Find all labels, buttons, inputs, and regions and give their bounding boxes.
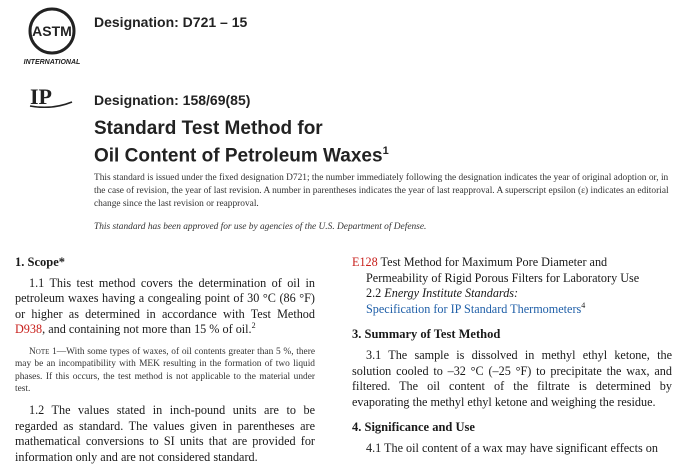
section-3-heading: 3. Summary of Test Method bbox=[352, 327, 501, 342]
paragraph-3-1: 3.1 The sample is dissolved in methyl ethyl ketone, the solution cooled to –32 °C (–25 °F) to precipitate the wax, and filtered. The oil content of the filtrate is determined by evaporating the methyl ethyl ketone and weighing the residue. bbox=[352, 347, 672, 409]
link-e128[interactable]: E128 bbox=[352, 255, 378, 269]
title-footnote: 1 bbox=[382, 145, 389, 157]
designation-astm: Designation: D721 – 15 bbox=[94, 14, 248, 30]
svg-text:ASTM: ASTM bbox=[32, 23, 72, 39]
title-line-2: Oil Content of Petroleum Waxes$^1$ bbox=[94, 145, 389, 167]
link-ip-thermometers[interactable]: Specification for IP Standard Thermometers bbox=[366, 301, 582, 316]
left-column bbox=[15, 255, 315, 466]
reference-ip-thermometers bbox=[352, 302, 672, 318]
footnote-2: 2 bbox=[251, 321, 256, 331]
paragraph-1-2: 1.2 The values stated in inch-pound units are to be regarded as standard. The values given in parentheses are mathematical conversions to SI units that are provided for information only and are not considered standard. bbox=[15, 403, 315, 464]
reference-e128: E128 Test Method for Maximum Pore Diameter and Permeability of Rigid Porous Filters for Laboratory Use bbox=[352, 255, 640, 285]
note-1: Note 1—With some types of waxes, of oil contents greater than 5 %, there may be an incompatibility with MEK resulting in the formation of two liquid phases. If this occurs, the test method is not applicable to the material under test. bbox=[15, 346, 315, 394]
section-4-heading: 4. Significance and Use bbox=[352, 420, 475, 435]
paragraph-1-1: 1.1 This test method covers the determination of oil in petroleum waxes having a congealing point of 30 °C (86 °F) or higher as determined in accordance with Test Method D938, and containing not more than 15 % of oil.$^2$ bbox=[15, 275, 315, 337]
link-d938[interactable]: D938 bbox=[15, 322, 43, 337]
paragraph-2-2: 2.2 Energy Institute Standards: bbox=[366, 286, 519, 301]
title-line-1: Standard Test Method for bbox=[94, 118, 323, 139]
astm-logo bbox=[22, 6, 82, 66]
section-1-heading: 1. Scope* bbox=[15, 255, 65, 269]
issuance-notice: This standard is issued under the fixed designation D721; the number immediately following the designation indicates the year of original adoption or, in the case of revision, the year of last revision. A number in parentheses indicates the year of last reapproval. A superscript epsilon (ε) indicates an editorial change since the last revision or reapproval. bbox=[94, 173, 669, 209]
footnote-4: 4 bbox=[581, 300, 586, 310]
right-column bbox=[352, 255, 672, 457]
designation-ip: Designation: 158/69(85) bbox=[94, 92, 251, 108]
svg-text:INTERNATIONAL: INTERNATIONAL bbox=[23, 59, 81, 66]
approval-note: This standard has been approved for use by agencies of the U.S. Department of Defense. bbox=[94, 222, 427, 232]
svg-text:IP: IP bbox=[30, 84, 52, 108]
ip-logo bbox=[28, 84, 74, 108]
document-title bbox=[94, 118, 389, 167]
paragraph-4-1: 4.1 The oil content of a wax may have significant effects on bbox=[366, 440, 658, 455]
